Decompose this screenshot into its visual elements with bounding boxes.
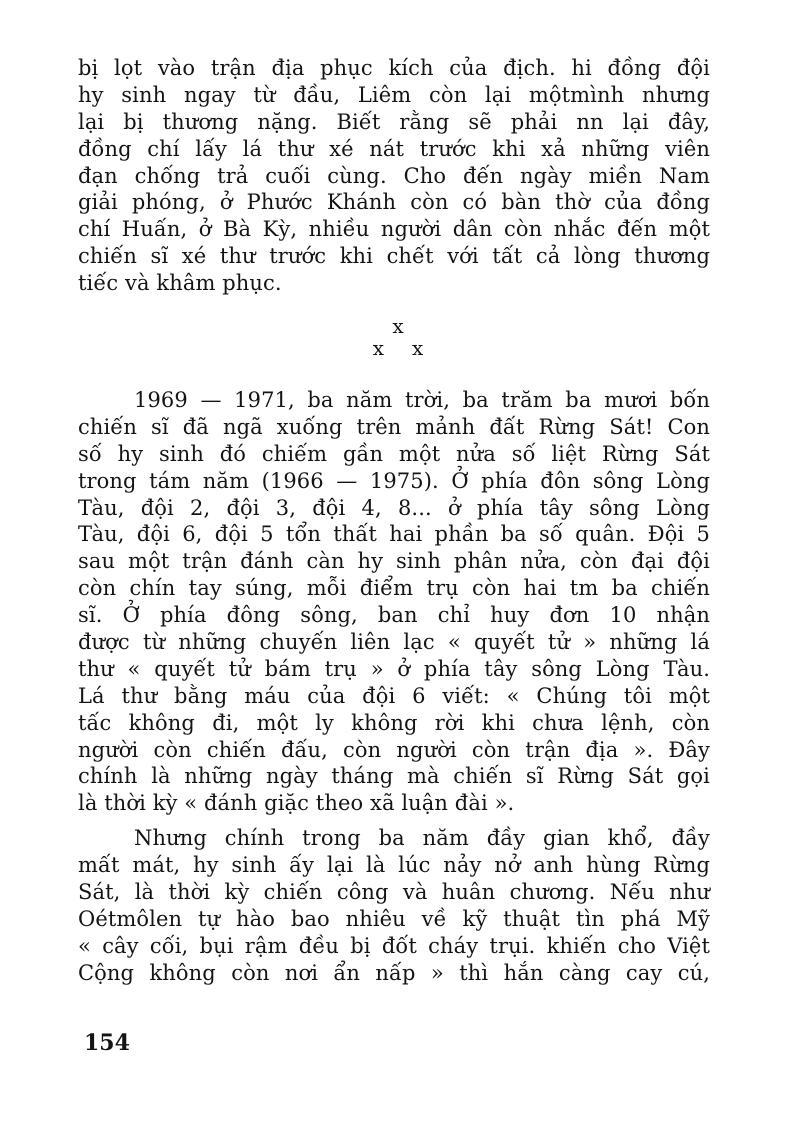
text-line: 1969 — 1971, ba năm trời, ba trăm ba mươi bốn	[134, 388, 710, 413]
text-line: Nhưng chính trong ba năm đầy gian khổ, đầy	[134, 826, 710, 851]
text-line: chính là những ngày tháng mà chiến sĩ Rừng Sát gọi	[78, 764, 710, 789]
text-line: tiếc và khâm phục.	[78, 271, 282, 296]
section-separator	[78, 315, 710, 359]
page-number: 154	[84, 1030, 130, 1056]
separator-mark-left: x	[372, 336, 384, 361]
separator-mark-right: x	[412, 336, 424, 361]
paragraph-1	[78, 55, 710, 297]
text-line: lại bị thương nặng. Biết rằng sẽ phải nn lại đây,	[78, 109, 710, 134]
text-line: đồng chí lấy lá thư xé nát trước khi xả những viên	[78, 136, 710, 161]
text-line: bị lọt vào trận địa phục kích của địch. hi đồng đội	[78, 56, 710, 80]
text-line: mất mát, hy sinh ấy lại là lúc nảy nở anh hùng Rừng	[78, 853, 710, 878]
paragraph-2	[78, 387, 710, 817]
separator-mark-top: x	[392, 314, 404, 339]
text-line: Lá thư bằng máu của đội 6 viết: « Chúng tôi một	[78, 683, 710, 708]
text-line: sau một trận đánh càn hy sinh phân nửa, còn đại đội	[78, 549, 710, 574]
paragraph-3	[78, 825, 710, 986]
text-line: Sát, là thời kỳ chiến công và huân chương. Nếu như	[78, 880, 710, 905]
text-line: « cây cối, bụi rậm đều bị đốt cháy trụi. khiến cho Việt	[78, 933, 710, 958]
text-line: Cộng không còn nơi ẩn nấp » thì hắn càng cay cú,	[78, 960, 710, 985]
text-line: chiến sĩ xé thư trước khi chết với tất cả lòng thương	[78, 244, 710, 269]
text-line: được từ những chuyến liên lạc « quyết tử » những lá	[78, 630, 710, 655]
page-body	[78, 55, 710, 987]
text-line: sĩ. Ở phía đông sông, ban chỉ huy đơn 10 nhận	[78, 603, 710, 628]
text-line: trong tám năm (1966 — 1975). Ở phía đôn sông Lòng	[78, 468, 710, 493]
text-line: còn chín tay súng, mỗi điểm trụ còn hai tm ba chiến	[78, 576, 710, 601]
text-line: hy sinh ngay từ đầu, Liêm còn lại mộtmình nhưng	[78, 82, 710, 107]
text-line: Oétmôlen tự hào bao nhiêu về kỹ thuật tìn phá Mỹ	[78, 906, 710, 931]
text-line: chí Huấn, ở Bà Kỳ, nhiều người dân còn nhắc đến một	[78, 217, 710, 242]
text-line: Tàu, đội 2, đội 3, đội 4, 8... ở phía tây sông Lòng	[78, 495, 710, 520]
text-line: người còn chiến đấu, còn người còn trận địa ». Đây	[78, 737, 710, 762]
text-line: chiến sĩ đã ngã xuống trên mảnh đất Rừng Sát! Con	[78, 414, 710, 439]
text-line: số hy sinh đó chiếm gần một nửa số liệt Rừng Sát	[78, 441, 710, 466]
text-line: là thời kỳ « đánh giặc theo xã luận đài ».	[78, 791, 515, 816]
text-line: thư « quyết tử bám trụ » ở phía tây sông Lòng Tàu.	[78, 656, 710, 681]
text-line: đạn chống trả cuối cùng. Cho đến ngày miền Nam	[78, 163, 710, 188]
text-line: giải phóng, ở Phước Khánh còn có bàn thờ của đồng	[78, 190, 710, 215]
text-line: tấc không đi, một ly không rời khi chưa lệnh, còn	[78, 710, 710, 735]
text-line: Tàu, đội 6, đội 5 tổn thất hai phần ba số quân. Đội 5	[78, 522, 710, 547]
